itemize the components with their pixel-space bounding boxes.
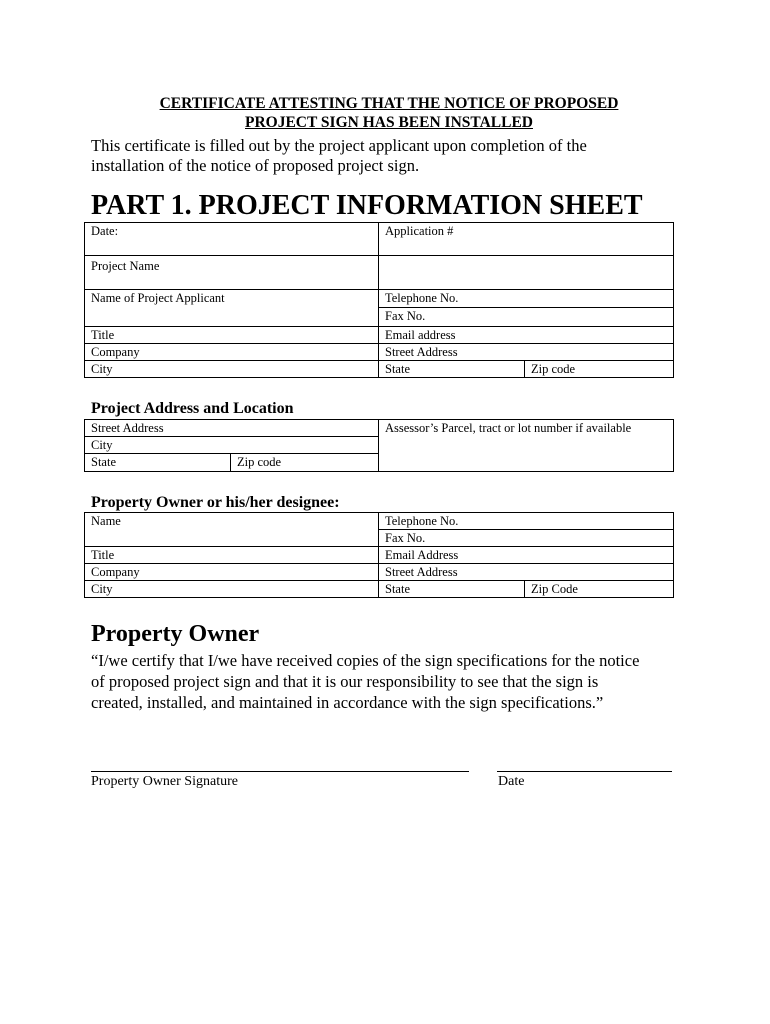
certificate-intro bbox=[91, 136, 671, 176]
owner-name-field[interactable]: Name bbox=[85, 513, 379, 530]
location-street-field[interactable]: Street Address bbox=[85, 420, 379, 437]
applicant-email-field[interactable]: Email address bbox=[379, 327, 674, 344]
part1-heading: PART 1. PROJECT INFORMATION SHEET bbox=[91, 190, 643, 221]
statement-line-2: of proposed project sign and that it is our responsibility to see that the sign is bbox=[91, 672, 599, 691]
parcel-number-field[interactable]: Assessor’s Parcel, tract or lot number if available bbox=[379, 420, 674, 472]
owner-state-field[interactable]: State bbox=[379, 581, 525, 598]
owner-email-field[interactable]: Email Address bbox=[379, 547, 674, 564]
owner-certification-statement bbox=[91, 650, 691, 713]
owner-telephone-field[interactable]: Telephone No. bbox=[379, 513, 674, 530]
owner-title-field[interactable]: Title bbox=[85, 547, 379, 564]
owner-zip-field[interactable]: Zip Code bbox=[525, 581, 674, 598]
project-info-table bbox=[84, 222, 674, 378]
certificate-title bbox=[84, 94, 694, 132]
applicant-state-field[interactable]: State bbox=[379, 361, 525, 378]
location-state-field[interactable]: State bbox=[85, 454, 231, 472]
statement-line-3: created, installed, and maintained in accordance with the sign specifications.” bbox=[91, 693, 604, 712]
owner-fax-field[interactable]: Fax No. bbox=[379, 530, 674, 547]
location-heading: Project Address and Location bbox=[91, 400, 294, 417]
project-name-value-field[interactable] bbox=[379, 256, 674, 290]
intro-line-1: This certificate is filled out by the project applicant upon completion of the bbox=[91, 136, 587, 155]
owner-name-continued bbox=[85, 530, 379, 547]
location-zip-field[interactable]: Zip code bbox=[231, 454, 379, 472]
applicant-city-field[interactable]: City bbox=[85, 361, 379, 378]
applicant-fax-field[interactable]: Fax No. bbox=[379, 308, 674, 327]
owner-signature-line[interactable] bbox=[91, 771, 469, 772]
project-name-field[interactable]: Project Name bbox=[85, 256, 379, 290]
applicant-title-field[interactable]: Title bbox=[85, 327, 379, 344]
owner-company-field[interactable]: Company bbox=[85, 564, 379, 581]
signature-date-label: Date bbox=[498, 774, 525, 789]
signature-date-line[interactable] bbox=[497, 771, 672, 772]
owner-city-field[interactable]: City bbox=[85, 581, 379, 598]
applicant-street-field[interactable]: Street Address bbox=[379, 344, 674, 361]
property-owner-heading: Property Owner bbox=[91, 621, 260, 647]
owner-street-field[interactable]: Street Address bbox=[379, 564, 674, 581]
applicant-name-field[interactable]: Name of Project Applicant bbox=[85, 290, 379, 308]
applicant-name-continued bbox=[85, 308, 379, 327]
applicant-company-field[interactable]: Company bbox=[85, 344, 379, 361]
certificate-title-line-2: PROJECT SIGN HAS BEEN INSTALLED bbox=[245, 114, 533, 131]
date-field[interactable]: Date: bbox=[85, 223, 379, 256]
applicant-zip-field[interactable]: Zip code bbox=[525, 361, 674, 378]
location-table bbox=[84, 419, 674, 472]
applicant-telephone-field[interactable]: Telephone No. bbox=[379, 290, 674, 308]
owner-info-heading: Property Owner or his/her designee: bbox=[91, 494, 340, 511]
location-city-field[interactable]: City bbox=[85, 437, 379, 454]
owner-signature-label: Property Owner Signature bbox=[91, 774, 238, 789]
intro-line-2: installation of the notice of proposed project sign. bbox=[91, 156, 420, 175]
certificate-title-line-1: CERTIFICATE ATTESTING THAT THE NOTICE OF PROPOSED bbox=[159, 95, 619, 112]
application-number-field[interactable]: Application # bbox=[379, 223, 674, 256]
statement-line-1: “I/we certify that I/we have received copies of the sign specifications for the notice bbox=[91, 651, 640, 670]
owner-info-table bbox=[84, 512, 674, 598]
